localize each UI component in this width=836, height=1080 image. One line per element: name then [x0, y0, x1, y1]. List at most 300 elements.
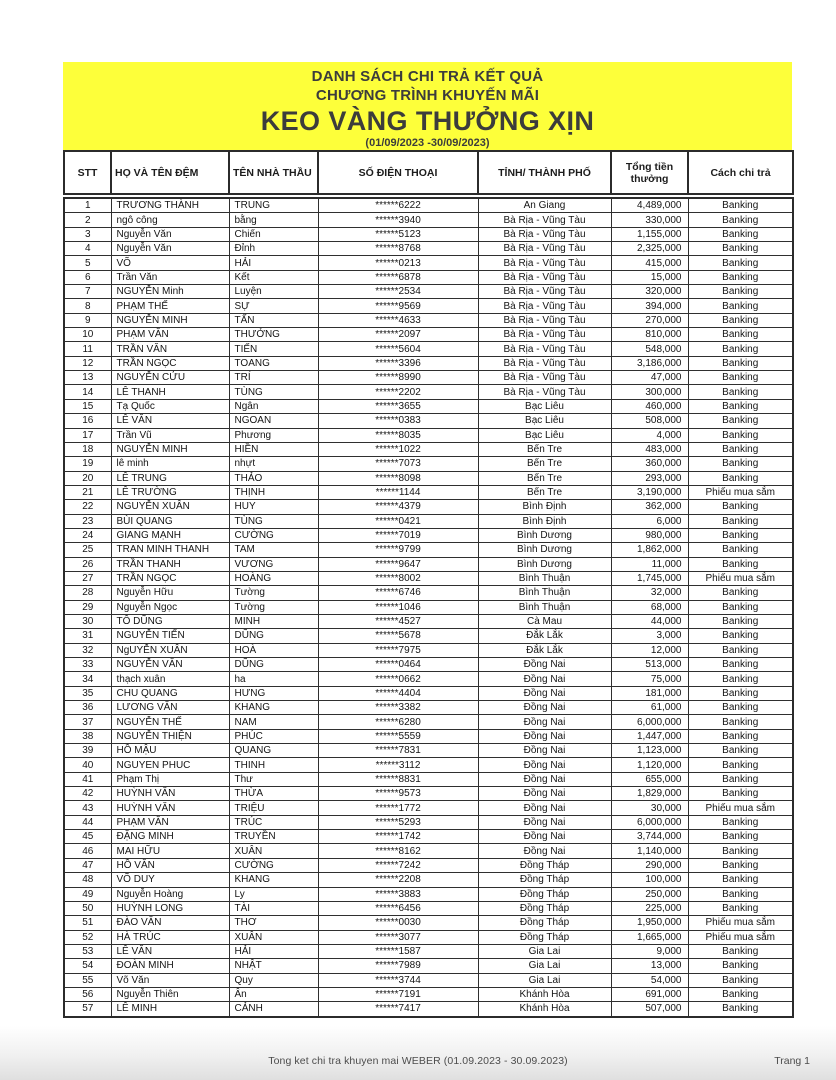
cell-so-dien-thoai: ******8035: [318, 428, 478, 442]
cell-stt: 49: [64, 887, 111, 901]
cell-stt: 24: [64, 528, 111, 542]
table-row: [64, 500, 793, 514]
cell-ho-ten-dem: lê minh: [111, 457, 229, 471]
promo-name-title: KEO VÀNG THƯỞNG XỊN: [260, 106, 595, 136]
cell-cach-chi-tra: Banking: [688, 428, 793, 442]
cell-tinh-thanh-pho: Bến Tre: [478, 457, 611, 471]
cell-cach-chi-tra: Banking: [688, 901, 793, 915]
cell-cach-chi-tra: Banking: [688, 600, 793, 614]
cell-ho-ten-dem: Trần Văn: [111, 270, 229, 284]
table-row: [64, 227, 793, 241]
table-row: [64, 471, 793, 485]
cell-ho-ten-dem: NGUYỄN MINH: [111, 313, 229, 327]
cell-ho-ten-dem: HUỲNH LONG: [111, 901, 229, 915]
table-row: [64, 414, 793, 428]
cell-tinh-thanh-pho: Bà Rịa - Vũng Tàu: [478, 242, 611, 256]
cell-so-dien-thoai: ******4379: [318, 500, 478, 514]
cell-ho-ten-dem: Nguyễn Hữu: [111, 586, 229, 600]
cell-ten-nha-thau: THỊNH: [229, 485, 318, 499]
cell-so-dien-thoai: ******8098: [318, 471, 478, 485]
cell-ten-nha-thau: ha: [229, 672, 318, 686]
table-row: [64, 256, 793, 270]
cell-cach-chi-tra: Banking: [688, 987, 793, 1001]
cell-so-dien-thoai: ******3655: [318, 399, 478, 413]
cell-ten-nha-thau: TRÚC: [229, 815, 318, 829]
cell-cach-chi-tra: Banking: [688, 959, 793, 973]
cell-ho-ten-dem: thạch xuân: [111, 672, 229, 686]
cell-tong-tien-thuong: 3,186,000: [611, 356, 688, 370]
table-row: [64, 557, 793, 571]
table-row: [64, 930, 793, 944]
cell-so-dien-thoai: ******7989: [318, 959, 478, 973]
cell-tinh-thanh-pho: Bà Rịa - Vũng Tàu: [478, 285, 611, 299]
cell-cach-chi-tra: Banking: [688, 815, 793, 829]
cell-ten-nha-thau: KHANG: [229, 701, 318, 715]
cell-tong-tien-thuong: 1,120,000: [611, 758, 688, 772]
cell-so-dien-thoai: ******5293: [318, 815, 478, 829]
cell-ten-nha-thau: XUÂN: [229, 844, 318, 858]
cell-tong-tien-thuong: 75,000: [611, 672, 688, 686]
cell-ho-ten-dem: Nguyễn Văn: [111, 227, 229, 241]
cell-ho-ten-dem: HÀ TRÚC: [111, 930, 229, 944]
cell-tinh-thanh-pho: Bà Rịa - Vũng Tàu: [478, 270, 611, 284]
cell-ten-nha-thau: Ly: [229, 887, 318, 901]
col-header-tong-tien-thuong: Tổng tiền thưởng: [611, 151, 688, 194]
cell-tinh-thanh-pho: Đồng Tháp: [478, 930, 611, 944]
table-row: [64, 686, 793, 700]
cell-so-dien-thoai: ******3744: [318, 973, 478, 987]
cell-cach-chi-tra: Banking: [688, 715, 793, 729]
cell-tong-tien-thuong: 483,000: [611, 442, 688, 456]
cell-stt: 28: [64, 586, 111, 600]
cell-ten-nha-thau: TOANG: [229, 356, 318, 370]
title-line-2: CHƯƠNG TRÌNH KHUYẾN MÃI: [315, 87, 540, 104]
cell-stt: 1: [64, 198, 111, 213]
cell-so-dien-thoai: ******6280: [318, 715, 478, 729]
cell-ho-ten-dem: TRẦN VĂN: [111, 342, 229, 356]
table-row: [64, 242, 793, 256]
cell-stt: 23: [64, 514, 111, 528]
cell-tong-tien-thuong: 181,000: [611, 686, 688, 700]
table-row: [64, 744, 793, 758]
cell-stt: 33: [64, 658, 111, 672]
cell-stt: 43: [64, 801, 111, 815]
cell-stt: 5: [64, 256, 111, 270]
cell-tinh-thanh-pho: Đồng Nai: [478, 701, 611, 715]
cell-so-dien-thoai: ******1772: [318, 801, 478, 815]
cell-ten-nha-thau: TRÍ: [229, 371, 318, 385]
cell-so-dien-thoai: ******1587: [318, 944, 478, 958]
cell-tinh-thanh-pho: Đồng Nai: [478, 672, 611, 686]
cell-stt: 15: [64, 399, 111, 413]
cell-tinh-thanh-pho: Bến Tre: [478, 442, 611, 456]
cell-tong-tien-thuong: 415,000: [611, 256, 688, 270]
cell-so-dien-thoai: ******4633: [318, 313, 478, 327]
cell-so-dien-thoai: ******3883: [318, 887, 478, 901]
cell-ten-nha-thau: XUÂN: [229, 930, 318, 944]
cell-ten-nha-thau: TÙNG: [229, 385, 318, 399]
cell-stt: 22: [64, 500, 111, 514]
cell-tong-tien-thuong: 6,000,000: [611, 815, 688, 829]
cell-cach-chi-tra: Banking: [688, 414, 793, 428]
cell-stt: 45: [64, 830, 111, 844]
footer-band: [0, 1026, 836, 1080]
cell-ten-nha-thau: TRUNG: [229, 198, 318, 213]
cell-tinh-thanh-pho: Bà Rịa - Vũng Tàu: [478, 227, 611, 241]
results-table-header: [63, 150, 794, 195]
cell-so-dien-thoai: ******9647: [318, 557, 478, 571]
cell-so-dien-thoai: ******7417: [318, 1002, 478, 1017]
cell-ho-ten-dem: NGUYỄN TIẾN: [111, 629, 229, 643]
cell-ho-ten-dem: HỒ VĂN: [111, 858, 229, 872]
footer-page-number: Trang 1: [774, 1055, 810, 1067]
cell-ho-ten-dem: NGUYỄN THẾ: [111, 715, 229, 729]
cell-tong-tien-thuong: 810,000: [611, 328, 688, 342]
cell-tinh-thanh-pho: Bà Rịa - Vũng Tàu: [478, 385, 611, 399]
col-header-ten-nha-thau: TÊN NHÀ THẦU: [229, 151, 318, 194]
cell-tong-tien-thuong: 655,000: [611, 772, 688, 786]
cell-stt: 27: [64, 571, 111, 585]
cell-so-dien-thoai: ******6878: [318, 270, 478, 284]
cell-cach-chi-tra: Banking: [688, 442, 793, 456]
cell-so-dien-thoai: ******6222: [318, 198, 478, 213]
cell-tinh-thanh-pho: Bạc Liêu: [478, 414, 611, 428]
cell-ho-ten-dem: HỒ MẬU: [111, 744, 229, 758]
cell-tong-tien-thuong: 513,000: [611, 658, 688, 672]
table-row: [64, 658, 793, 672]
cell-cach-chi-tra: Banking: [688, 543, 793, 557]
cell-ten-nha-thau: HOÀNG: [229, 571, 318, 585]
cell-cach-chi-tra: Phiếu mua sắm: [688, 916, 793, 930]
cell-tong-tien-thuong: 508,000: [611, 414, 688, 428]
cell-ten-nha-thau: Ân: [229, 987, 318, 1001]
cell-stt: 12: [64, 356, 111, 370]
cell-cach-chi-tra: Banking: [688, 371, 793, 385]
cell-cach-chi-tra: Banking: [688, 873, 793, 887]
cell-ten-nha-thau: THƯỞNG: [229, 328, 318, 342]
table-row: [64, 916, 793, 930]
cell-so-dien-thoai: ******0030: [318, 916, 478, 930]
cell-stt: 34: [64, 672, 111, 686]
table-row: [64, 973, 793, 987]
cell-ho-ten-dem: TRAN MINH THANH: [111, 543, 229, 557]
cell-tinh-thanh-pho: Đồng Nai: [478, 844, 611, 858]
cell-stt: 32: [64, 643, 111, 657]
cell-cach-chi-tra: Banking: [688, 858, 793, 872]
cell-so-dien-thoai: ******2097: [318, 328, 478, 342]
cell-stt: 52: [64, 930, 111, 944]
cell-ho-ten-dem: NGUYỄN THIỆN: [111, 729, 229, 743]
col-header-so-dien-thoai: SỐ ĐIỆN THOẠI: [318, 151, 478, 194]
cell-so-dien-thoai: ******1022: [318, 442, 478, 456]
cell-ho-ten-dem: NGUYỄN VĂN: [111, 658, 229, 672]
cell-ho-ten-dem: LÊ VĂN: [111, 414, 229, 428]
cell-ten-nha-thau: HUY: [229, 500, 318, 514]
cell-ten-nha-thau: TẤN: [229, 313, 318, 327]
cell-so-dien-thoai: ******7073: [318, 457, 478, 471]
cell-tong-tien-thuong: 3,744,000: [611, 830, 688, 844]
cell-cach-chi-tra: Banking: [688, 356, 793, 370]
cell-tinh-thanh-pho: Bà Rịa - Vũng Tàu: [478, 299, 611, 313]
cell-ho-ten-dem: Phạm Thị: [111, 772, 229, 786]
cell-so-dien-thoai: ******4404: [318, 686, 478, 700]
cell-tong-tien-thuong: 32,000: [611, 586, 688, 600]
cell-tong-tien-thuong: 54,000: [611, 973, 688, 987]
cell-so-dien-thoai: ******0213: [318, 256, 478, 270]
cell-tinh-thanh-pho: Đắk Lắk: [478, 643, 611, 657]
cell-ten-nha-thau: nhựt: [229, 457, 318, 471]
cell-so-dien-thoai: ******5604: [318, 342, 478, 356]
table-row: [64, 428, 793, 442]
cell-ho-ten-dem: TRẦN NGỌC: [111, 571, 229, 585]
cell-cach-chi-tra: Banking: [688, 227, 793, 241]
cell-ten-nha-thau: THINH: [229, 758, 318, 772]
cell-ho-ten-dem: VÕ DUY: [111, 873, 229, 887]
cell-so-dien-thoai: ******6456: [318, 901, 478, 915]
table-row: [64, 944, 793, 958]
cell-tong-tien-thuong: 293,000: [611, 471, 688, 485]
table-row: [64, 385, 793, 399]
cell-tong-tien-thuong: 6,000,000: [611, 715, 688, 729]
cell-ten-nha-thau: CƯỜNG: [229, 858, 318, 872]
cell-ten-nha-thau: Đỉnh: [229, 242, 318, 256]
cell-stt: 14: [64, 385, 111, 399]
cell-ho-ten-dem: ĐÀO VĂN: [111, 916, 229, 930]
cell-tong-tien-thuong: 9,000: [611, 944, 688, 958]
cell-stt: 17: [64, 428, 111, 442]
cell-tong-tien-thuong: 13,000: [611, 959, 688, 973]
cell-stt: 7: [64, 285, 111, 299]
cell-ten-nha-thau: DŨNG: [229, 629, 318, 643]
cell-ho-ten-dem: NGUYEN PHUC: [111, 758, 229, 772]
promo-title-banner: [63, 62, 792, 150]
cell-tinh-thanh-pho: Gia Lai: [478, 973, 611, 987]
cell-ten-nha-thau: Luyện: [229, 285, 318, 299]
table-row: [64, 356, 793, 370]
cell-ten-nha-thau: NHẬT: [229, 959, 318, 973]
cell-tinh-thanh-pho: Bình Thuận: [478, 571, 611, 585]
cell-stt: 19: [64, 457, 111, 471]
cell-stt: 37: [64, 715, 111, 729]
table-row: [64, 772, 793, 786]
cell-so-dien-thoai: ******8831: [318, 772, 478, 786]
cell-tinh-thanh-pho: Đồng Nai: [478, 830, 611, 844]
cell-ho-ten-dem: PHẠM VĂN: [111, 328, 229, 342]
cell-cach-chi-tra: Phiếu mua sắm: [688, 485, 793, 499]
cell-so-dien-thoai: ******4527: [318, 614, 478, 628]
cell-so-dien-thoai: ******9799: [318, 543, 478, 557]
cell-ten-nha-thau: HẢI: [229, 256, 318, 270]
cell-ho-ten-dem: CHU QUANG: [111, 686, 229, 700]
cell-tinh-thanh-pho: An Giang: [478, 198, 611, 213]
table-row: [64, 873, 793, 887]
table-row: [64, 815, 793, 829]
cell-so-dien-thoai: ******3940: [318, 213, 478, 227]
table-row: [64, 600, 793, 614]
cell-cach-chi-tra: Banking: [688, 672, 793, 686]
cell-stt: 53: [64, 944, 111, 958]
cell-tong-tien-thuong: 250,000: [611, 887, 688, 901]
cell-stt: 30: [64, 614, 111, 628]
cell-cach-chi-tra: Banking: [688, 887, 793, 901]
cell-so-dien-thoai: ******0383: [318, 414, 478, 428]
cell-tong-tien-thuong: 225,000: [611, 901, 688, 915]
cell-cach-chi-tra: Banking: [688, 285, 793, 299]
cell-tong-tien-thuong: 691,000: [611, 987, 688, 1001]
cell-stt: 9: [64, 313, 111, 327]
table-row: [64, 213, 793, 227]
cell-stt: 18: [64, 442, 111, 456]
cell-cach-chi-tra: Banking: [688, 500, 793, 514]
cell-so-dien-thoai: ******9573: [318, 787, 478, 801]
cell-stt: 41: [64, 772, 111, 786]
cell-cach-chi-tra: Banking: [688, 313, 793, 327]
table-row: [64, 571, 793, 585]
cell-ho-ten-dem: LÊ VĂN: [111, 944, 229, 958]
cell-ho-ten-dem: GIANG MẠNH: [111, 528, 229, 542]
cell-stt: 21: [64, 485, 111, 499]
cell-stt: 51: [64, 916, 111, 930]
table-row: [64, 614, 793, 628]
cell-tong-tien-thuong: 290,000: [611, 858, 688, 872]
table-row: [64, 528, 793, 542]
cell-tinh-thanh-pho: Đồng Tháp: [478, 858, 611, 872]
cell-tong-tien-thuong: 3,190,000: [611, 485, 688, 499]
cell-so-dien-thoai: ******3396: [318, 356, 478, 370]
cell-tong-tien-thuong: 1,862,000: [611, 543, 688, 557]
cell-cach-chi-tra: Banking: [688, 514, 793, 528]
cell-ho-ten-dem: Trần Vũ: [111, 428, 229, 442]
cell-ten-nha-thau: Tường: [229, 586, 318, 600]
col-header-stt: STT: [64, 151, 111, 194]
cell-ho-ten-dem: Nguyễn Hoàng: [111, 887, 229, 901]
table-row: [64, 830, 793, 844]
cell-tinh-thanh-pho: Bình Dương: [478, 557, 611, 571]
cell-stt: 8: [64, 299, 111, 313]
cell-cach-chi-tra: Banking: [688, 328, 793, 342]
cell-ho-ten-dem: MAI HỮU: [111, 844, 229, 858]
cell-so-dien-thoai: ******3077: [318, 930, 478, 944]
col-header-tinh-thanh-pho: TỈNH/ THÀNH PHỐ: [478, 151, 611, 194]
cell-stt: 42: [64, 787, 111, 801]
cell-cach-chi-tra: Banking: [688, 198, 793, 213]
cell-so-dien-thoai: ******7191: [318, 987, 478, 1001]
cell-tinh-thanh-pho: Đồng Nai: [478, 758, 611, 772]
cell-cach-chi-tra: Banking: [688, 614, 793, 628]
cell-tinh-thanh-pho: Đồng Tháp: [478, 887, 611, 901]
cell-so-dien-thoai: ******3382: [318, 701, 478, 715]
results-table-body: [64, 198, 793, 1017]
table-row: [64, 1002, 793, 1017]
cell-ho-ten-dem: NgUYỄN XUÂN: [111, 643, 229, 657]
cell-cach-chi-tra: Phiếu mua sắm: [688, 930, 793, 944]
cell-ten-nha-thau: TÀI: [229, 901, 318, 915]
cell-tong-tien-thuong: 30,000: [611, 801, 688, 815]
table-row: [64, 987, 793, 1001]
cell-so-dien-thoai: ******2208: [318, 873, 478, 887]
cell-ten-nha-thau: TÙNG: [229, 514, 318, 528]
promo-period: (01/09/2023 -30/09/2023): [365, 137, 490, 149]
cell-tinh-thanh-pho: Bình Dương: [478, 528, 611, 542]
cell-so-dien-thoai: ******2202: [318, 385, 478, 399]
cell-tinh-thanh-pho: Khánh Hòa: [478, 987, 611, 1001]
cell-tinh-thanh-pho: Đồng Nai: [478, 744, 611, 758]
cell-so-dien-thoai: ******5123: [318, 227, 478, 241]
table-row: [64, 729, 793, 743]
cell-stt: 10: [64, 328, 111, 342]
cell-ten-nha-thau: Thư: [229, 772, 318, 786]
cell-stt: 20: [64, 471, 111, 485]
cell-so-dien-thoai: ******7975: [318, 643, 478, 657]
cell-ho-ten-dem: Nguyễn Văn: [111, 242, 229, 256]
cell-ten-nha-thau: QUANG: [229, 744, 318, 758]
table-row: [64, 313, 793, 327]
cell-cach-chi-tra: Banking: [688, 399, 793, 413]
cell-ho-ten-dem: ĐẶNG MINH: [111, 830, 229, 844]
cell-tinh-thanh-pho: Đồng Nai: [478, 801, 611, 815]
cell-stt: 48: [64, 873, 111, 887]
cell-ten-nha-thau: THỪA: [229, 787, 318, 801]
cell-tinh-thanh-pho: Bình Định: [478, 514, 611, 528]
table-row: [64, 371, 793, 385]
cell-ho-ten-dem: BÙI QUANG: [111, 514, 229, 528]
cell-tinh-thanh-pho: Bình Thuận: [478, 586, 611, 600]
cell-tong-tien-thuong: 61,000: [611, 701, 688, 715]
cell-tinh-thanh-pho: Bà Rịa - Vũng Tàu: [478, 356, 611, 370]
cell-cach-chi-tra: Banking: [688, 471, 793, 485]
cell-tong-tien-thuong: 980,000: [611, 528, 688, 542]
cell-so-dien-thoai: ******6746: [318, 586, 478, 600]
cell-ho-ten-dem: LÊ TRƯỜNG: [111, 485, 229, 499]
cell-ten-nha-thau: Quy: [229, 973, 318, 987]
cell-ho-ten-dem: Nguyễn Thiên: [111, 987, 229, 1001]
cell-ho-ten-dem: ĐOÀN MINH: [111, 959, 229, 973]
cell-stt: 3: [64, 227, 111, 241]
cell-ho-ten-dem: NGUYỄN CỬU: [111, 371, 229, 385]
table-row: [64, 701, 793, 715]
table-row: [64, 586, 793, 600]
cell-stt: 26: [64, 557, 111, 571]
results-table: [63, 150, 792, 1018]
cell-tong-tien-thuong: 3,000: [611, 629, 688, 643]
cell-tinh-thanh-pho: Đồng Nai: [478, 686, 611, 700]
cell-stt: 31: [64, 629, 111, 643]
cell-tong-tien-thuong: 6,000: [611, 514, 688, 528]
cell-ho-ten-dem: LÊ MINH: [111, 1002, 229, 1017]
cell-ten-nha-thau: THƠ: [229, 916, 318, 930]
cell-cach-chi-tra: Banking: [688, 385, 793, 399]
cell-ho-ten-dem: VÕ: [111, 256, 229, 270]
cell-ho-ten-dem: NGUYỄN MINH: [111, 442, 229, 456]
table-row: [64, 959, 793, 973]
cell-cach-chi-tra: Banking: [688, 528, 793, 542]
cell-tong-tien-thuong: 320,000: [611, 285, 688, 299]
cell-so-dien-thoai: ******0464: [318, 658, 478, 672]
cell-tong-tien-thuong: 330,000: [611, 213, 688, 227]
table-row: [64, 543, 793, 557]
title-line-1: DANH SÁCH CHI TRẢ KẾT QUẢ: [311, 68, 544, 85]
cell-tinh-thanh-pho: Bà Rịa - Vũng Tàu: [478, 342, 611, 356]
col-header-ho-ten-dem: HỌ VÀ TÊN ĐỆM: [111, 151, 229, 194]
cell-ho-ten-dem: NGUYỄN Minh: [111, 285, 229, 299]
cell-tong-tien-thuong: 68,000: [611, 600, 688, 614]
cell-stt: 50: [64, 901, 111, 915]
cell-ho-ten-dem: LÊ TRUNG: [111, 471, 229, 485]
footer-summary-text: Tong ket chi tra khuyen mai WEBER (01.09.2023 - 30.09.2023): [268, 1055, 568, 1067]
cell-ten-nha-thau: Ngân: [229, 399, 318, 413]
table-row: [64, 299, 793, 313]
cell-tinh-thanh-pho: Bến Tre: [478, 471, 611, 485]
